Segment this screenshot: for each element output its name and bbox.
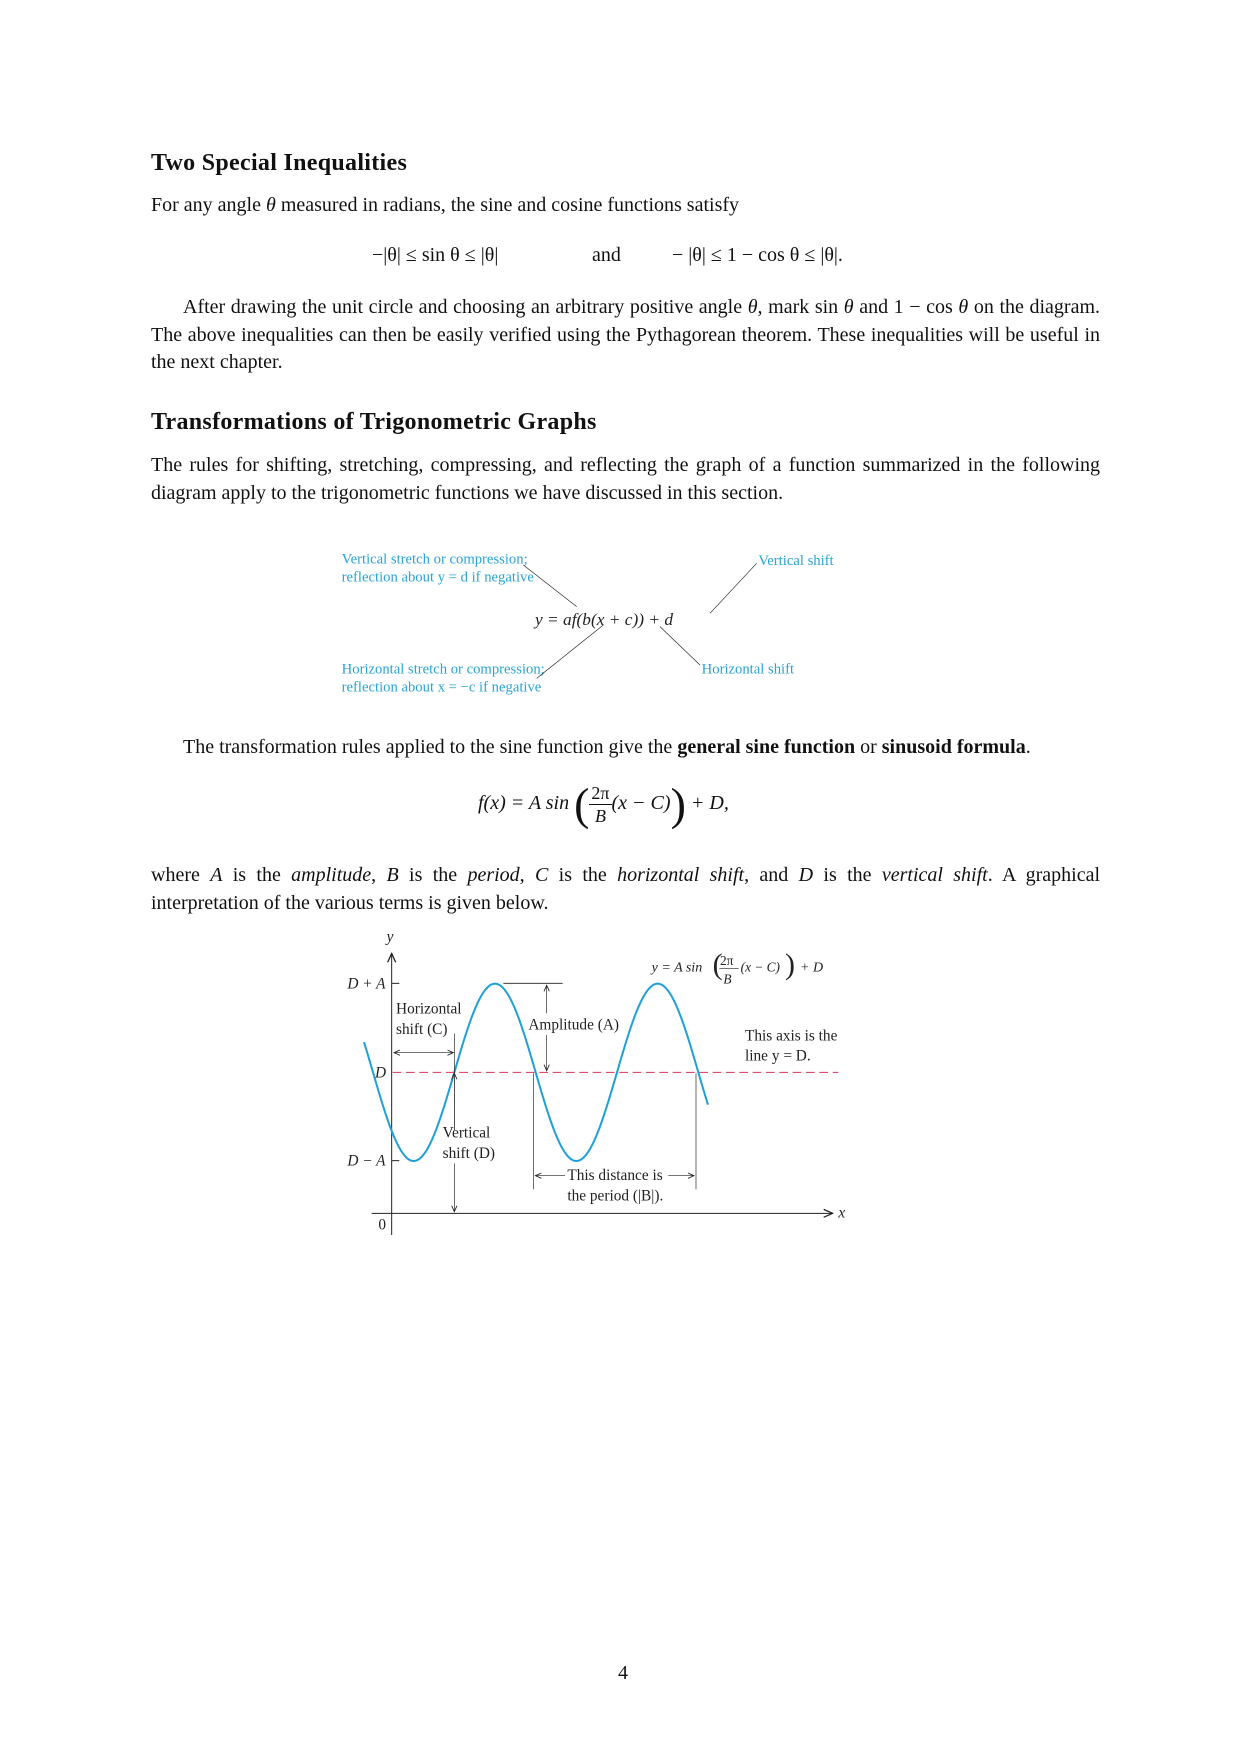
- text: ,: [519, 864, 535, 886]
- numerator: 2π: [591, 783, 610, 803]
- tick-label-d-plus-a: D + A: [347, 975, 386, 993]
- math: D: [798, 864, 814, 886]
- inequality-cosine: − |θ| ≤ 1 − cos θ ≤ |θ|.: [672, 244, 843, 266]
- period-label-2: the period (|B|).: [567, 1187, 664, 1205]
- graph-equation-inner: (x − C): [740, 959, 781, 975]
- diagram-equation: y = af(b(x + c)) + d: [535, 610, 674, 629]
- math: θ: [265, 194, 276, 216]
- term: horizontal shift: [617, 864, 745, 886]
- math: C: [535, 864, 549, 886]
- period-label-1: This distance is: [567, 1167, 663, 1184]
- label-vertical-stretch-2: reflection about y = d if negative: [341, 569, 534, 586]
- inequality-and: and: [592, 244, 621, 266]
- formula-inner: (x − C): [611, 792, 671, 815]
- label-horizontal-stretch-2: reflection about x = −c if negative: [341, 679, 542, 696]
- transformations-intro: The rules for shifting, stretching, compressing, and reflecting the graph of a function summarized in the following diagram apply to the trigonometric functions we have discussed in this section.: [151, 454, 1100, 504]
- text: is the: [813, 864, 882, 886]
- text: , mark sin: [757, 296, 844, 318]
- heading-transformations: Transformations of Trigonometric Graphs: [151, 409, 597, 435]
- horizontal-shift-label-1: Horizontal: [396, 1000, 462, 1018]
- axis-note-1: This axis is the: [745, 1027, 838, 1045]
- transformation-diagram: [330, 540, 930, 710]
- graph-equation-denominator: B: [723, 971, 732, 987]
- label-horizontal-shift: Horizontal shift: [701, 661, 795, 678]
- text: is the: [398, 864, 468, 886]
- graph-equation-rhs: + D: [800, 960, 824, 976]
- term: period: [467, 864, 520, 886]
- math: θ: [958, 296, 969, 318]
- text: . A graphical interpretation of the various terms is given below.: [151, 864, 1101, 914]
- sinusoid-formula: [478, 778, 729, 830]
- inequalities-intro: [151, 192, 1100, 220]
- math: B: [386, 864, 399, 886]
- leader-line: [660, 627, 700, 665]
- sinusoid-paragraph: [151, 734, 1100, 762]
- amplitude-label: Amplitude (A): [528, 1016, 620, 1034]
- leader-line: [537, 625, 604, 678]
- math: θ: [843, 296, 854, 318]
- vertical-shift-label-2: shift (D): [442, 1145, 496, 1162]
- heading-two-special-inequalities: Two Special Inequalities: [151, 150, 408, 176]
- text: on the diagram. The above inequalities can then be easily verified using the Pythagorean theorem. These inequalities will be useful in the next chapter.: [151, 296, 1101, 374]
- text: After drawing the unit circle and choosing an arbitrary positive angle: [183, 296, 748, 318]
- inequalities-paragraph: [151, 294, 1100, 377]
- text: For any angle: [151, 194, 266, 216]
- tick-label-d: D: [375, 1064, 387, 1082]
- page-number: 4: [618, 1662, 628, 1684]
- x-axis-label: x: [838, 1204, 846, 1222]
- vertical-shift-label-1: Vertical: [442, 1124, 491, 1142]
- denominator: B: [594, 806, 606, 826]
- terms-paragraph: [151, 862, 1100, 917]
- y-axis-label: y: [386, 930, 394, 946]
- text: ,: [371, 864, 387, 886]
- text: or: [855, 736, 882, 758]
- text: The transformation rules applied to the sine function give the: [183, 736, 678, 758]
- term: amplitude: [291, 864, 372, 886]
- text: where: [151, 864, 211, 886]
- horizontal-shift-label-2: shift (C): [396, 1021, 448, 1038]
- leader-line: [523, 565, 576, 607]
- graph-equation-lhs: y = A sin: [651, 960, 703, 976]
- paren: ): [785, 948, 795, 981]
- formula-lhs: f(x) = A sin: [478, 792, 570, 815]
- graph-equation-numerator: 2π: [720, 953, 734, 968]
- term-general-sine-function: general sine function: [677, 736, 856, 758]
- label-vertical-shift: Vertical shift: [758, 553, 834, 569]
- label-vertical-stretch-1: Vertical stretch or compression;: [341, 551, 528, 568]
- tick-label-d-minus-a: D − A: [347, 1152, 386, 1170]
- math: A: [210, 864, 223, 886]
- leader-line: [710, 563, 757, 613]
- math: θ: [747, 296, 758, 318]
- paren: ): [670, 778, 686, 830]
- origin-label: 0: [378, 1216, 387, 1234]
- text: is the: [222, 864, 292, 886]
- paren: (: [574, 778, 590, 830]
- text: is the: [548, 864, 618, 886]
- formula-fraction: [589, 782, 611, 827]
- text: .: [1025, 736, 1031, 758]
- sinusoid-graph: [340, 930, 920, 1250]
- text: measured in radians, the sine and cosine functions satisfy: [275, 194, 740, 216]
- inequality-sine: −|θ| ≤ sin θ ≤ |θ|: [372, 244, 499, 266]
- formula-rhs: + D,: [690, 792, 729, 815]
- label-horizontal-stretch-1: Horizontal stretch or compression;: [341, 661, 545, 678]
- paren: (: [712, 948, 723, 981]
- text: , and: [744, 864, 799, 886]
- axis-note-2: line y = D.: [745, 1047, 811, 1065]
- term-sinusoid-formula: sinusoid formula: [881, 736, 1026, 758]
- text: and 1 − cos: [853, 296, 959, 318]
- term: vertical shift: [881, 864, 988, 886]
